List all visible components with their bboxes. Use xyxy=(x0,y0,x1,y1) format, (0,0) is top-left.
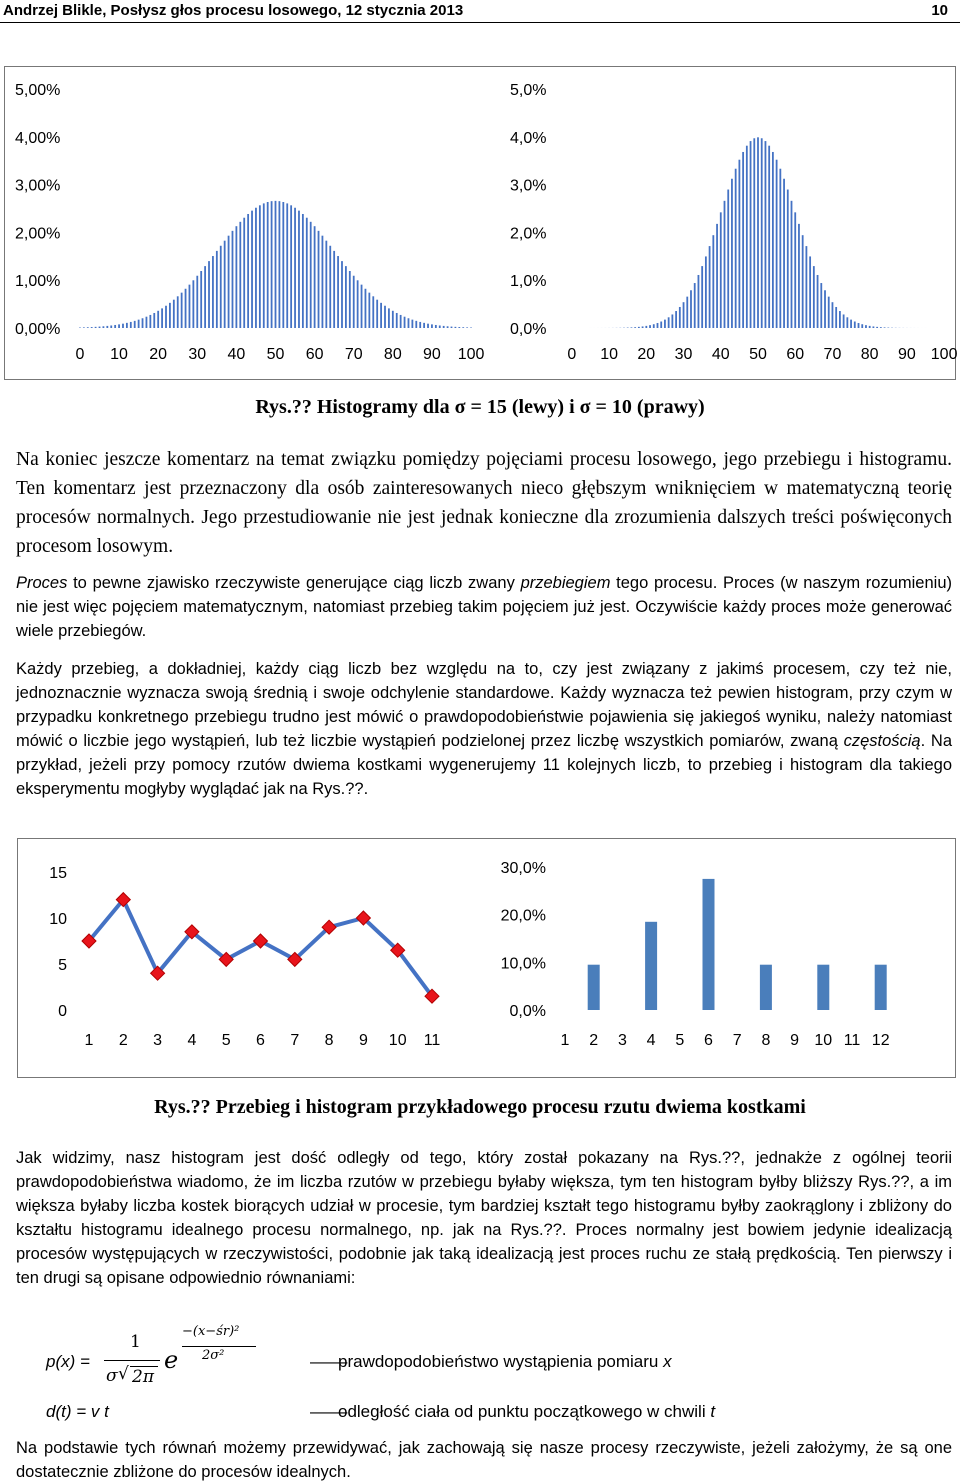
eq1-e: e xyxy=(164,1346,179,1374)
histogram-bar xyxy=(679,307,681,328)
x-tick-label: 50 xyxy=(266,346,285,363)
x-tick-label: 7 xyxy=(290,1032,300,1049)
eq1-den-2pi: 2π xyxy=(132,1367,154,1387)
histogram-bar xyxy=(813,266,815,328)
eq2-lhs: d(t) = v t xyxy=(46,1402,109,1421)
eq2-dash: — xyxy=(310,1402,348,1421)
x-tick-label: 30 xyxy=(188,346,207,363)
eq1-dash: — xyxy=(310,1352,348,1371)
histogram-bar xyxy=(232,231,234,328)
histogram-bar xyxy=(87,327,89,328)
header-rule xyxy=(0,22,960,23)
histogram-bar xyxy=(126,323,128,328)
histogram-bar xyxy=(675,311,677,328)
histogram-bar xyxy=(337,256,339,328)
histogram-bar xyxy=(631,327,633,328)
histogram-bar xyxy=(204,266,206,328)
histogram-bar xyxy=(798,224,800,328)
histogram-bar xyxy=(345,266,347,328)
para3-text-b: . Na przykład, jeżeli przy pomocy rzutów dwiema kostkami wygenerujemy 11 kolejnych liczb, to przebieg i histogram dla takiego eksperymentu mogłyby wyglądać jak na Rys.??. xyxy=(16,732,952,798)
histogram-bar xyxy=(439,325,441,328)
histogram-bar xyxy=(196,276,198,328)
histogram-bar xyxy=(724,201,726,328)
histogram-bar xyxy=(588,965,600,1010)
eq1-description xyxy=(338,1352,672,1372)
x-tick-label: 8 xyxy=(324,1032,334,1049)
histogram-bar xyxy=(423,323,425,328)
histogram-bar xyxy=(686,297,688,328)
page-number: 10 xyxy=(931,2,948,19)
x-tick-label: 5 xyxy=(675,1032,685,1049)
paragraph-4: Jak widzimy, nasz histogram jest dość odległy od tego, który został pokazany na Rys.??, jednakże z ogólnej teorii prawdopodobieństwa wiadomo, że im liczba rzutów w przebiegu byłaby większa, tym ten histogram byłby bliższy Rys.??, a im większa byłaby liczba kostek biorących udział w procesie, tym bardziej kształt tego histogramu byłby zaokrąglony i zbliżony do kształtu histogramu idealnego procesu normalnego, np. jak na Rys.??. Proces normalny jest bowiem jedynie idealizacją procesów występujących w rzeczywistości, podobnie jak taką idealizacją jest proces ruchu ze stałą prędkością. Ten pierwszy i ten drugi są opisane odpowiednio równaniami: xyxy=(16,1149,952,1287)
histogram-bar xyxy=(858,323,860,328)
histogram-bar xyxy=(165,306,167,328)
x-tick-label: 11 xyxy=(423,1032,441,1049)
dice-run-chart xyxy=(18,839,478,1077)
histogram-bar xyxy=(750,141,752,328)
x-tick-label: 50 xyxy=(749,346,767,363)
x-tick-label: 6 xyxy=(256,1032,265,1049)
x-tick-label: 2 xyxy=(118,1032,128,1049)
x-tick-label: 4 xyxy=(187,1032,197,1049)
x-tick-label: 20 xyxy=(149,346,168,363)
y-tick-label: 20,0% xyxy=(500,907,546,925)
x-tick-label: 100 xyxy=(930,346,958,363)
histogram-bar xyxy=(824,290,826,328)
para2-text-a: to pewne zjawisko rzeczywiste generujące ciąg liczb zwany xyxy=(67,574,521,592)
histogram-bar xyxy=(271,201,273,328)
histogram-bar xyxy=(462,327,464,328)
histogram-bar xyxy=(466,327,468,328)
histogram-bar xyxy=(757,137,759,328)
histogram-bar xyxy=(642,326,644,328)
histogram-bar xyxy=(404,317,406,328)
eq2-description xyxy=(338,1402,715,1422)
histogram-bar xyxy=(716,224,718,328)
histogram-bar xyxy=(638,327,640,328)
term-proces: Proces xyxy=(16,574,68,592)
histogram-bar xyxy=(306,218,308,328)
histogram-bar xyxy=(361,285,363,328)
y-tick-label: 0,0% xyxy=(509,1003,546,1020)
histogram-bar xyxy=(443,326,445,328)
histogram-bar xyxy=(247,214,249,328)
histogram-bar xyxy=(212,256,214,328)
histogram-right xyxy=(480,67,958,379)
histogram-bar xyxy=(228,236,230,328)
histogram-bar xyxy=(325,241,327,328)
x-tick-label: 10 xyxy=(814,1032,833,1049)
histogram-bar xyxy=(411,320,413,328)
header-title: Andrzej Blikle, Posłysz głos procesu losowego, 12 stycznia 2013 xyxy=(3,2,464,19)
x-tick-label: 12 xyxy=(871,1032,890,1049)
histogram-bar xyxy=(149,315,151,328)
histogram-bar xyxy=(735,169,737,328)
term-czestosc: częstością xyxy=(843,732,921,750)
x-tick-label: 70 xyxy=(823,346,842,363)
x-tick-label: 90 xyxy=(423,346,441,363)
x-tick-label: 0 xyxy=(567,346,577,363)
y-tick-label: 2,00% xyxy=(15,225,61,243)
histogram-bar xyxy=(392,311,394,328)
histogram-bar xyxy=(427,324,429,328)
histogram-bar xyxy=(645,922,657,1010)
histogram-bar xyxy=(809,256,811,328)
y-tick-label: 10 xyxy=(49,911,67,928)
figure2-caption: Rys.?? Przebieg i histogram przykładowego procesu rzutu dwiema kostkami xyxy=(154,1096,806,1118)
histogram-bar xyxy=(146,317,148,328)
histogram-bar xyxy=(431,324,433,328)
histogram-bar xyxy=(365,289,367,328)
histogram-bar xyxy=(850,320,852,328)
eq1-desc-text: prawdopodobieństwo wystąpienia pomiaru xyxy=(338,1352,664,1371)
x-tick-label: 20 xyxy=(637,346,656,363)
histogram-bar xyxy=(181,293,183,328)
histogram-bar xyxy=(683,302,685,328)
histogram-bar xyxy=(455,327,457,328)
histogram-bar xyxy=(177,296,179,328)
histogram-bar xyxy=(318,231,320,328)
eq1-den-sigma: σ xyxy=(106,1366,118,1386)
y-tick-label: 3,00% xyxy=(15,177,61,195)
x-tick-label: 9 xyxy=(358,1032,368,1049)
histogram-bar xyxy=(772,152,774,328)
equation-normal xyxy=(46,1320,946,1390)
histogram-bar xyxy=(95,327,97,328)
histogram-bar xyxy=(263,203,265,328)
histogram-bar xyxy=(243,218,245,328)
histogram-bar xyxy=(419,322,421,328)
histogram-bar xyxy=(189,285,191,328)
histogram-bar xyxy=(310,222,312,328)
histogram-bar xyxy=(880,327,882,328)
histogram-bar xyxy=(817,965,829,1010)
x-tick-label: 60 xyxy=(786,346,805,363)
histogram-bar xyxy=(134,321,136,328)
eq1-exp-num: −(x−śr)² xyxy=(182,1324,240,1339)
histogram-bar xyxy=(142,318,144,328)
histogram-bar xyxy=(208,261,210,328)
histogram-bar xyxy=(282,202,284,328)
y-tick-label: 4,00% xyxy=(15,129,61,147)
histogram-bar xyxy=(738,160,740,328)
y-tick-label: 2,0% xyxy=(510,225,547,243)
histogram-bar xyxy=(828,297,830,328)
histogram-bar xyxy=(302,214,304,328)
histogram-bar xyxy=(353,276,355,328)
term-przebieg: przebiegiem xyxy=(520,574,611,592)
histogram-bar xyxy=(110,325,112,328)
histogram-bar xyxy=(185,289,187,328)
histogram-bar xyxy=(783,179,785,328)
histogram-bar xyxy=(873,326,875,328)
histogram-bar xyxy=(731,179,733,328)
histogram-bar xyxy=(709,246,711,328)
histogram-bar xyxy=(657,323,659,328)
x-tick-label: 90 xyxy=(898,346,916,363)
histogram-bar xyxy=(768,146,770,328)
histogram-bar xyxy=(192,280,194,328)
histogram-bar xyxy=(138,320,140,328)
histogram-bar xyxy=(157,311,159,328)
paragraph-3 xyxy=(16,657,952,801)
y-tick-label: 0,00% xyxy=(15,321,61,338)
histogram-bar xyxy=(275,201,277,328)
histogram-bar xyxy=(290,205,292,328)
histogram-bar xyxy=(802,235,804,328)
y-tick-label: 1,00% xyxy=(15,273,61,291)
paragraph-2 xyxy=(16,571,952,643)
eq1-fraction-bar xyxy=(104,1360,160,1361)
sqrt-sign: √ xyxy=(118,1364,129,1384)
x-tick-label: 2 xyxy=(589,1032,599,1049)
x-tick-label: 80 xyxy=(860,346,879,363)
histogram-bar xyxy=(876,327,878,328)
histogram-bar xyxy=(875,965,887,1010)
histogram-bar xyxy=(396,313,398,328)
histogram-bar xyxy=(832,302,834,328)
y-tick-label: 5 xyxy=(58,957,67,974)
histogram-bar xyxy=(701,266,703,328)
x-tick-label: 100 xyxy=(457,346,485,363)
histogram-bar xyxy=(114,325,116,328)
histogram-bar xyxy=(698,275,700,328)
y-tick-label: 30,0% xyxy=(500,860,546,877)
histogram-bar xyxy=(279,201,281,328)
histogram-bar xyxy=(384,306,386,328)
dice-histogram xyxy=(478,839,955,1077)
histogram-bar xyxy=(408,318,410,328)
x-tick-label: 5 xyxy=(221,1032,231,1049)
histogram-bar xyxy=(791,201,793,328)
paragraph-1: Na koniec jeszcze komentarz na temat związku pomiędzy pojęciami procesu losowego, jego przebiegu i histogramu. Ten komentarz jest przeznaczony dla osób zainteresowanych nieco głębszym wniknięciem w matematyczną teorię procesów normalnych. Jego przestudiowanie nie jest jednak konieczne dla zrozumienia dalszych treści poświęconych procesom losowym. xyxy=(16,449,952,557)
equation-motion xyxy=(46,1402,946,1428)
histogram-bar xyxy=(760,965,772,1010)
histogram-bar xyxy=(161,308,163,328)
paragraph-5: Na podstawie tych równań możemy przewidywać, jak zachowają się nasze procesy rzeczywiste, jeżeli założymy, że są one dostatecznie zbliżone do procesów idealnych. xyxy=(16,1439,952,1481)
histogram-bar xyxy=(255,208,257,328)
histogram-bar xyxy=(645,326,647,328)
histogram-bar xyxy=(746,146,748,328)
histogram-bar xyxy=(216,251,218,328)
histogram-bar xyxy=(329,246,331,328)
run-marker xyxy=(254,934,268,948)
x-tick-label: 80 xyxy=(383,346,402,363)
y-tick-label: 3,0% xyxy=(510,177,547,195)
histogram-bar xyxy=(239,222,241,328)
x-tick-label: 7 xyxy=(732,1032,742,1049)
histogram-bar xyxy=(671,314,673,328)
figure1-caption: Rys.?? Histogramy dla σ = 15 (lewy) i σ = 10 (prawy) xyxy=(255,396,705,418)
histogram-bar xyxy=(341,261,343,328)
histogram-bar xyxy=(368,293,370,328)
histogram-bar xyxy=(333,251,335,328)
page-header xyxy=(0,0,960,24)
histogram-bar xyxy=(884,327,886,328)
figure-histograms xyxy=(4,66,956,380)
histogram-bar xyxy=(130,322,132,328)
x-tick-label: 70 xyxy=(344,346,363,363)
histogram-bar xyxy=(705,256,707,328)
para3-text-a: Każdy przebieg, a dokładniej, każdy ciąg liczb bez względu na to, czy jest związany z jakimś procesem, czy też nie, jednoznacznie wyznacza swoją średnią i swoje odchylenie standardowe. Każdy wyznacza też pewien histogram, przy czym w przypadku konkretnego przebiegu trudno jest mówić o prawdopodobieństwie pojawienia się jakiegoś wyniku, należy natomiast mówić o liczbie jego wystąpień, lub też liczbie wystąpień podzielonej przez liczbę wszystkich pomiarów, zwaną xyxy=(16,660,952,750)
histogram-bar xyxy=(779,169,781,328)
para2-text-b: tego procesu. Proces (w naszym rozumieniu) nie jest więc pojęciem matematycznym, natomiast przebieg takim pojęciem już jest. Oczywiście każdy proces może generować wiele przebiegów. xyxy=(16,574,952,640)
histogram-bar xyxy=(664,320,666,328)
y-tick-label: 4,0% xyxy=(510,129,547,147)
histogram-bar xyxy=(106,326,108,328)
y-tick-label: 5,0% xyxy=(510,82,547,99)
x-tick-label: 4 xyxy=(646,1032,656,1049)
y-tick-label: 0 xyxy=(58,1003,67,1020)
histogram-bar xyxy=(794,212,796,328)
histogram-bar xyxy=(787,190,789,328)
histogram-bar xyxy=(451,327,453,328)
histogram-bar xyxy=(712,235,714,328)
histogram-bar xyxy=(843,314,845,328)
histogram-bar xyxy=(820,283,822,328)
histogram-bar xyxy=(294,208,296,328)
histogram-bar xyxy=(286,203,288,328)
histogram-bar xyxy=(761,138,763,328)
histogram-bar xyxy=(806,246,808,328)
histogram-bar xyxy=(83,327,85,328)
eq1-numerator: 1 xyxy=(130,1332,141,1352)
histogram-bar xyxy=(220,246,222,328)
histogram-bar xyxy=(322,236,324,328)
x-tick-label: 40 xyxy=(711,346,730,363)
eq2-desc-var: t xyxy=(710,1402,716,1421)
histogram-bar xyxy=(388,308,390,328)
histogram-bar xyxy=(720,212,722,328)
eq1-lhs: p(x) = xyxy=(46,1352,90,1371)
histogram-bar xyxy=(861,324,863,328)
histogram-bar xyxy=(653,324,655,328)
x-tick-label: 40 xyxy=(227,346,246,363)
figure-dice xyxy=(17,838,956,1078)
histogram-bar xyxy=(854,322,856,328)
x-tick-label: 0 xyxy=(75,346,85,363)
histogram-bar xyxy=(251,211,253,328)
histogram-bar xyxy=(435,325,437,328)
histogram-bar xyxy=(91,327,93,328)
histogram-bar xyxy=(634,327,636,328)
histogram-bar xyxy=(694,283,696,328)
histogram-bar xyxy=(458,327,460,328)
eq2-desc-text: odległość ciała od punktu początkowego w chwili xyxy=(338,1402,711,1421)
x-tick-label: 3 xyxy=(153,1032,163,1049)
x-tick-label: 10 xyxy=(110,346,128,363)
x-tick-label: 1 xyxy=(84,1032,94,1049)
histogram-bar xyxy=(765,141,767,328)
histogram-bar xyxy=(153,313,155,328)
histogram-bar xyxy=(839,311,841,328)
y-tick-label: 0,0% xyxy=(510,321,547,338)
histogram-bar xyxy=(298,211,300,328)
histogram-bar xyxy=(668,317,670,328)
x-tick-label: 11 xyxy=(843,1032,861,1049)
histogram-left xyxy=(5,67,485,379)
x-tick-label: 10 xyxy=(388,1032,407,1049)
histogram-bar xyxy=(259,205,261,328)
histogram-bar xyxy=(742,152,744,328)
histogram-bar xyxy=(846,317,848,328)
x-tick-label: 9 xyxy=(790,1032,800,1049)
histogram-bar xyxy=(224,241,226,328)
eq1-exp-den: 2σ² xyxy=(202,1348,225,1363)
histogram-bar xyxy=(376,300,378,328)
x-tick-label: 30 xyxy=(674,346,693,363)
y-tick-label: 1,0% xyxy=(510,273,547,291)
histogram-bar xyxy=(835,307,837,328)
histogram-bar xyxy=(173,300,175,328)
histogram-bar xyxy=(372,296,374,328)
histogram-bar xyxy=(235,226,237,328)
histogram-bar xyxy=(415,321,417,328)
histogram-bar xyxy=(357,280,359,328)
histogram-bar xyxy=(649,325,651,328)
histogram-bar xyxy=(703,879,715,1010)
histogram-bar xyxy=(122,324,124,328)
histogram-bar xyxy=(99,327,101,328)
histogram-bar xyxy=(865,325,867,328)
histogram-bar xyxy=(267,202,269,328)
eq1-exp-bar xyxy=(182,1346,256,1347)
histogram-bar xyxy=(169,303,171,328)
histogram-bar xyxy=(776,160,778,328)
y-tick-label: 5,00% xyxy=(15,82,61,99)
histogram-bar xyxy=(118,324,120,328)
histogram-bar xyxy=(349,271,351,328)
x-tick-label: 3 xyxy=(617,1032,627,1049)
histogram-bar xyxy=(314,226,316,328)
eq1-desc-var: x xyxy=(663,1352,672,1371)
histogram-bar xyxy=(869,326,871,328)
x-tick-label: 6 xyxy=(704,1032,713,1049)
x-tick-label: 10 xyxy=(600,346,618,363)
y-tick-label: 15 xyxy=(49,865,67,882)
histogram-bar xyxy=(727,190,729,328)
x-tick-label: 1 xyxy=(560,1032,570,1049)
histogram-bar xyxy=(660,322,662,328)
histogram-bar xyxy=(400,315,402,328)
histogram-bar xyxy=(380,303,382,328)
histogram-bar xyxy=(753,138,755,328)
x-tick-label: 8 xyxy=(761,1032,771,1049)
y-tick-label: 10,0% xyxy=(500,955,546,973)
x-tick-label: 60 xyxy=(305,346,324,363)
histogram-bar xyxy=(690,290,692,328)
histogram-bar xyxy=(103,326,105,328)
histogram-bar xyxy=(817,275,819,328)
histogram-bar xyxy=(200,271,202,328)
histogram-bar xyxy=(447,326,449,328)
